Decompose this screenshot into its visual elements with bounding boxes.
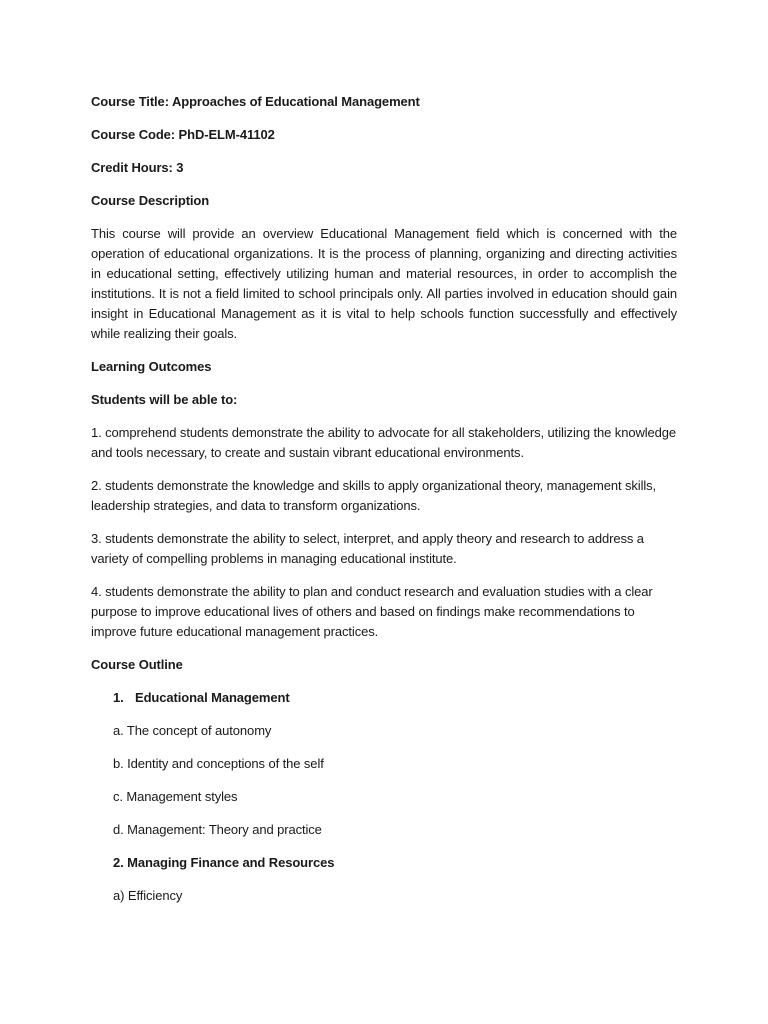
outcome-item-4: 4. students demonstrate the ability to plan and conduct research and evaluation studies with a clear purpose to improve educational lives of others and based on findings make recommendations to improve future educational management practices. (91, 584, 653, 639)
course-code: Course Code: PhD-ELM-41102 (91, 127, 275, 142)
course-title: Course Title: Approaches of Educational Management (91, 94, 420, 109)
description-heading: Course Description (91, 193, 210, 208)
outline-section-1-number: 1. (113, 690, 124, 705)
outline-item-1b: b. Identity and conceptions of the self (113, 756, 324, 771)
outline-item-1a: a. The concept of autonomy (113, 723, 272, 738)
outline-item-1c: c. Management styles (113, 789, 238, 804)
outline-section-1-title: Educational Management (135, 690, 290, 705)
document-content (91, 92, 677, 919)
outcome-item-3: 3. students demonstrate the ability to select, interpret, and apply theory and research to address a variety of compelling problems in managing educational institute. (91, 531, 644, 566)
outline-item-1d: d. Management: Theory and practice (113, 822, 322, 837)
learning-outcomes-heading: Learning Outcomes (91, 359, 212, 374)
course-outline-heading: Course Outline (91, 657, 183, 672)
outcome-item-2: 2. students demonstrate the knowledge and skills to apply organizational theory, management skills, leadership strategies, and data to transform organizations. (91, 478, 657, 513)
outcome-item-1: 1. comprehend students demonstrate the ability to advocate for all stakeholders, utilizing the knowledge and tools necessary, to create and sustain vibrant educational environments. (91, 425, 677, 460)
description-body: This course will provide an overview Educational Management field which is concerned with the operation of educational organizations. It is the process of planning, organizing and directing activities in educational setting, effectively utilizing human and material resources, in order to accomplish the institutions. It is not a field limited to school principals only. All parties involved in education should gain insight in Educational Management as it is vital to help schools function successfully and effectively while realizing their goals. (91, 226, 677, 341)
credit-hours: Credit Hours: 3 (91, 160, 184, 175)
outline-section-2-heading: 2. Managing Finance and Resources (113, 855, 335, 870)
learning-outcomes-intro: Students will be able to: (91, 392, 238, 407)
outline-section-1-heading (113, 688, 677, 708)
outline-item-2a: a) Efficiency (113, 888, 183, 903)
